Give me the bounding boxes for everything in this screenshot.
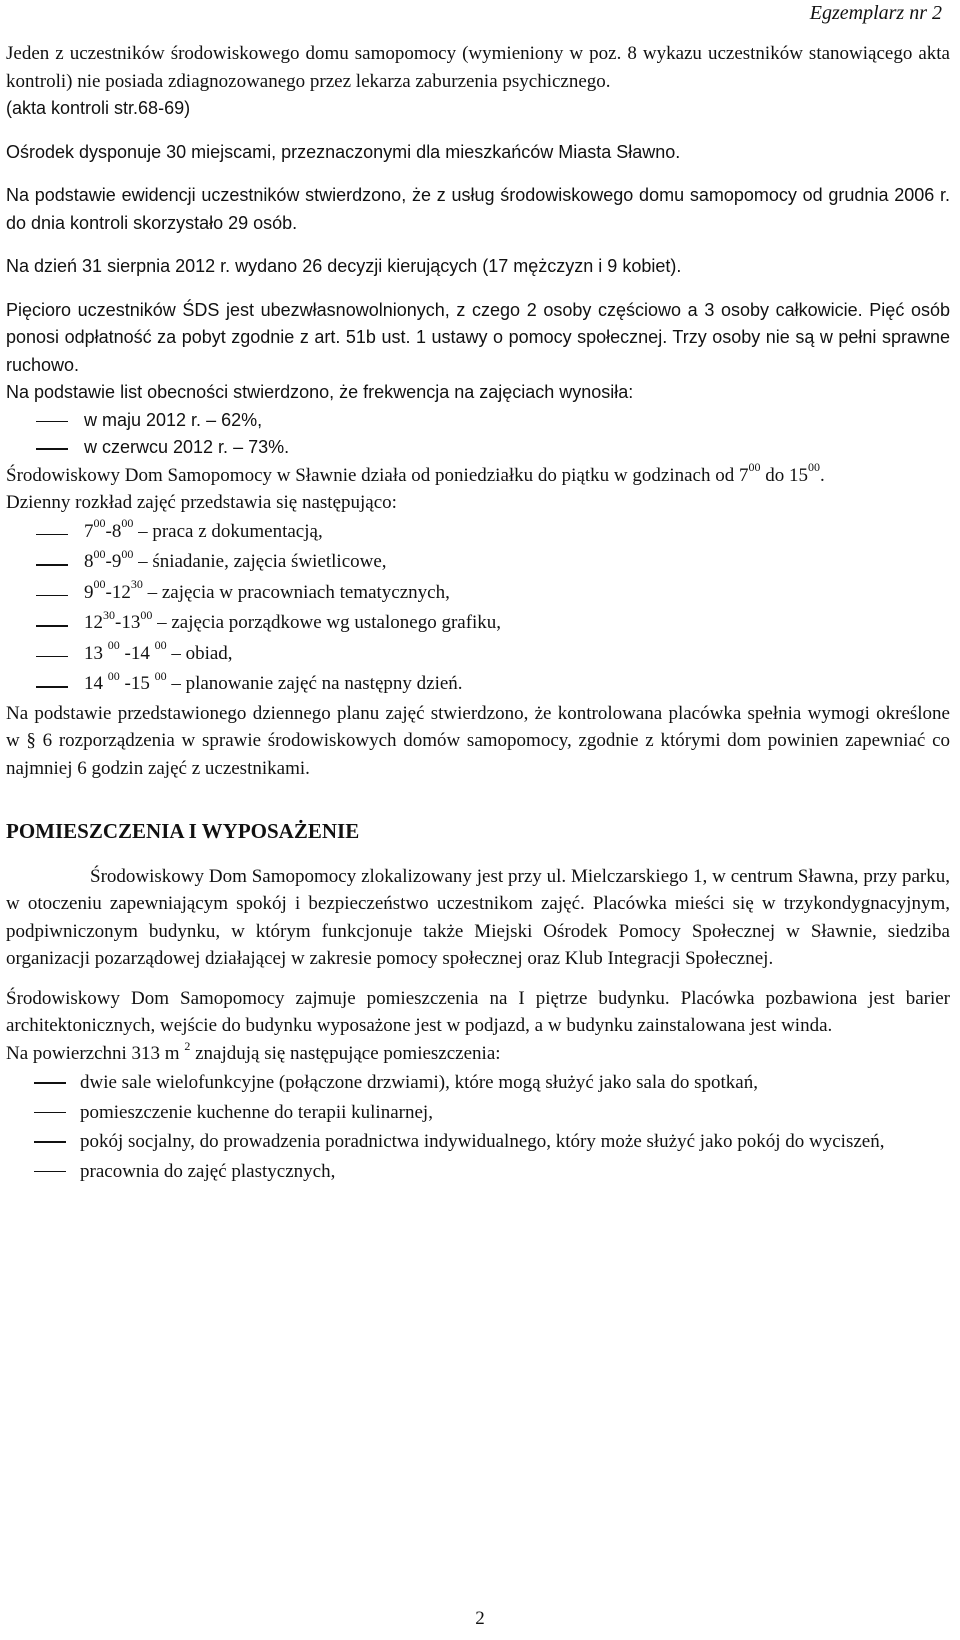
hours-to-minutes: 00 bbox=[807, 460, 820, 475]
attendance-item: w maju 2012 r. – 62%, bbox=[6, 407, 950, 435]
schedule-list bbox=[6, 517, 950, 700]
hours-to: 15 bbox=[788, 464, 808, 486]
paragraph-places: Ośrodek dysponuje 30 miejscami, przeznaczonymi dla mieszkańców Miasta Sławno. bbox=[6, 141, 681, 162]
paragraph-evidence: Na podstawie ewidencji uczestników stwierdzono, że z usług środowiskowego domu samopomocy od grudnia 2006 r. do dnia kontroli skorzystało 29 osób. bbox=[6, 185, 950, 233]
schedule-intro: Dzienny rozkład zajęć przedstawia się następująco: bbox=[6, 492, 397, 513]
room-item: pokój socjalny, do prowadzenia poradnictwa indywidualnego, który może służyć jako pokój do wyciszeń, bbox=[6, 1128, 950, 1156]
section-heading: POMIESZCZENIA I WYPOSAŻENIE bbox=[6, 819, 360, 843]
paragraph-akta-reference: (akta kontroli str.68-69) bbox=[6, 98, 191, 118]
schedule-item: $9^{00}-12^{30}$ – zajęcia w pracowniach tematycznych, bbox=[6, 578, 950, 609]
paragraph-area: Na powierzchni 313 m $^2$ znajdują się następujące pomieszczenia: bbox=[6, 1038, 501, 1064]
schedule-item: $7^{00}-8^{00}$ – praca z dokumentacją, bbox=[6, 517, 950, 548]
schedule-item: 14 $^{00}$ -15 $^{00}$ – planowanie zajęć na następny dzień. bbox=[6, 669, 950, 700]
paragraph-participant-diagnosis: Jeden z uczestników środowiskowego domu samopomocy (wymieniony w poz. 8 wykazu uczestników stanowiącego akta kontroli) nie posiada zdiagnozowanego przez lekarza zaburzenia psychicznego. bbox=[6, 43, 950, 92]
document-body bbox=[6, 40, 950, 1185]
room-item: pomieszczenie kuchenne do terapii kulinarnej, bbox=[6, 1099, 950, 1127]
schedule-item: $8^{00}-9^{00}$ – śniadanie, zajęcia świetlicowe, bbox=[6, 547, 950, 578]
paragraph-incapacitated: Pięcioro uczestników ŚDS jest ubezwłasnowolnionych, z czego 2 osoby częściowo a 3 osoby całkowicie. Pięć osób ponosi odpłatność za pobyt zgodnie z art. 51b ust. 1 ustawy o pomocy społecznej. Trzy osoby nie są w pełni sprawne ruchowo. bbox=[6, 299, 950, 375]
attendance-item: w czerwcu 2012 r. – 73%. bbox=[6, 434, 950, 462]
page-number: 2 bbox=[475, 1608, 485, 1629]
hours-from-minutes: 00 bbox=[748, 460, 761, 475]
copy-number-header: Egzemplarz nr 2 bbox=[809, 2, 942, 24]
schedule-item: 13 $^{00}$ -14 $^{00}$ – obiad, bbox=[6, 639, 950, 670]
paragraph-floor: Środowiskowy Dom Samopomocy zajmuje pomieszczenia na I piętrze budynku. Placówka pozbawiona jest barier architektonicznych, wejście do budynku wyposażone jest w podjazd, a w budynku zainstalowana jest winda. bbox=[6, 987, 950, 1037]
paragraph-location: Środowiskowy Dom Samopomocy zlokalizowany jest przy ul. Mielczarskiego 1, w centrum Sławna, przy parku, w otoczeniu zapewniającym spokój i bezpieczeństwo uczestnikom zajęć. Placówka mieści się w trzykondygnacyjnym, podpiwniczonym budynku, w którym funkcjonuje także Miejski Ośrodek Pomocy Społecznej w Sławnie, siedziba organizacji pozarządowej działającej w zakresie pomocy społecznej oraz Klub Integracji Społecznej. bbox=[6, 865, 950, 970]
room-item: pracownia do zajęć plastycznych, bbox=[6, 1158, 950, 1186]
paragraph-decisions: Na dzień 31 sierpnia 2012 r. wydano 26 decyzji kierujących (17 mężczyzn i 9 kobiet). bbox=[6, 256, 682, 276]
hours-mid: do bbox=[760, 464, 789, 486]
paragraph-attendance-intro: Na podstawie list obecności stwierdzono, że frekwencja na zajęciach wynosiła: bbox=[6, 382, 634, 402]
paragraph-schedule-conclusion: Na podstawie przedstawionego dziennego planu zajęć stwierdzono, że kontrolowana placówka spełnia wymogi określone w § 6 rozporządzenia w sprawie środowiskowych domów samopomocy, zgodnie z którymi dom powinien zapewniać co najmniej 6 godzin zajęć z uczestnikami. bbox=[6, 702, 950, 779]
room-item: dwie sale wielofunkcyjne (połączone drzwiami), które mogą służyć jako sala do spotkań, bbox=[6, 1069, 950, 1097]
paragraph-opening-hours bbox=[6, 462, 950, 490]
hours-end: . bbox=[819, 464, 825, 486]
rooms-list bbox=[6, 1069, 950, 1185]
schedule-item: $12^{30}-13^{00}$ – zajęcia porządkowe wg ustalonego grafiku, bbox=[6, 608, 950, 639]
hours-text: Środowiskowy Dom Samopomocy w Sławnie działa od poniedziałku do piątku w godzinach od bbox=[6, 464, 739, 486]
hours-from: 7 bbox=[738, 464, 749, 486]
